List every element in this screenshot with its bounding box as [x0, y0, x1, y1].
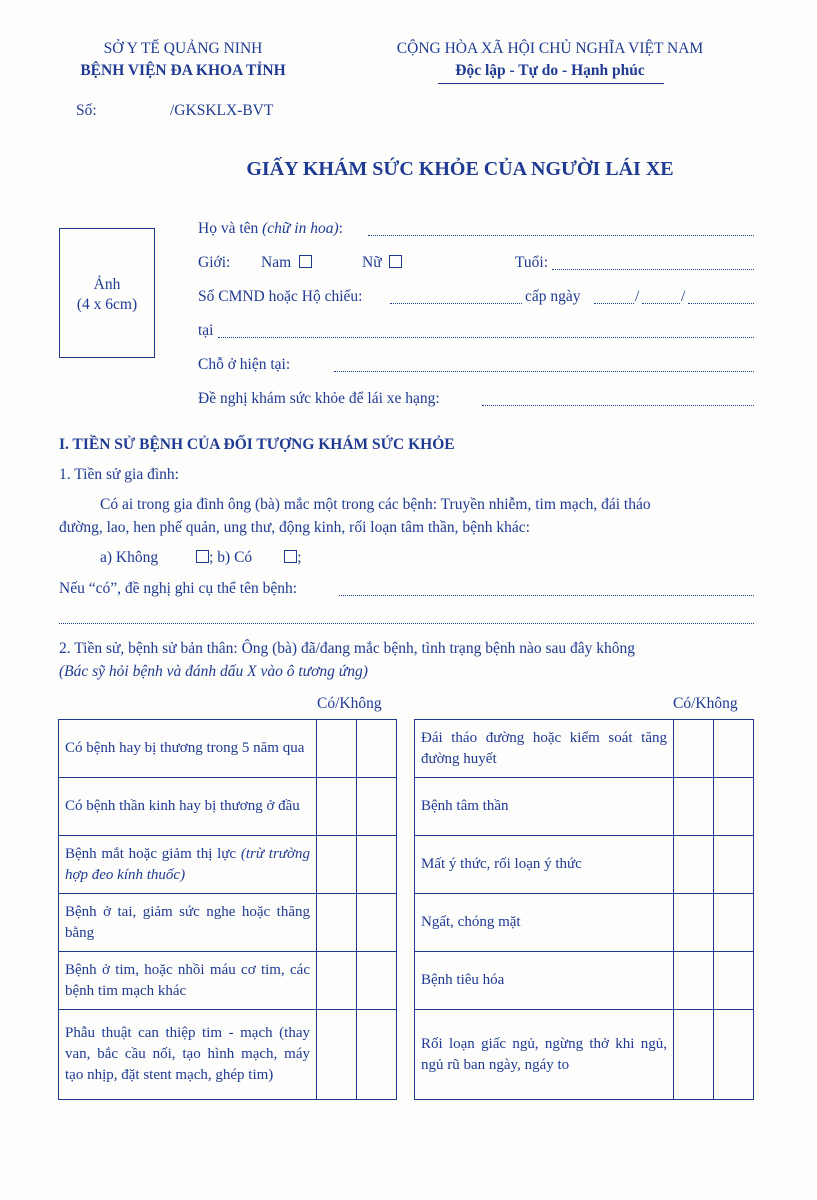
photo-size: (4 x 6cm) — [76, 296, 138, 313]
left-yes-cell[interactable] — [317, 720, 357, 778]
table-row — [59, 836, 397, 894]
family-history-options: a) Không ; b) Có ; — [100, 549, 302, 566]
gender-female-option[interactable]: Nữ — [362, 254, 402, 272]
right-no-cell[interactable] — [714, 778, 754, 836]
date-slash-2: / — [681, 288, 686, 305]
left-condition-label: Bệnh ở tai, giảm sức nghe hoặc thăng bằng — [59, 894, 317, 952]
issued-month-line[interactable] — [642, 303, 680, 304]
left-condition-label: Bệnh mắt hoặc giảm thị lực (trừ trường hợp đeo kính thuốc) — [59, 836, 317, 894]
table-row — [415, 720, 754, 778]
date-slash-1: / — [635, 288, 640, 305]
right-condition-label: Đái tháo đường hoặc kiểm soát tăng đường huyết — [415, 720, 674, 778]
male-checkbox[interactable] — [299, 255, 312, 268]
name-field-line[interactable] — [368, 235, 754, 236]
right-no-cell[interactable] — [714, 894, 754, 952]
personal-history-heading: 2. Tiền sử, bệnh sử bản thân: Ông (bà) đã/đang mắc bệnh, tình trạng bệnh nào sau đây không — [59, 640, 635, 657]
license-class-line[interactable] — [482, 405, 754, 406]
personal-history-note: (Bác sỹ hỏi bệnh và đánh dấu X vào ô tương ứng) — [59, 663, 368, 680]
left-yes-cell[interactable] — [317, 778, 357, 836]
right-no-cell[interactable] — [714, 720, 754, 778]
family-history-text-1: Có ai trong gia đình ông (bà) mắc một trong các bệnh: Truyền nhiễm, tim mạch, đái tháo — [100, 496, 651, 513]
table-row — [415, 952, 754, 1010]
right-yes-cell[interactable] — [674, 1010, 714, 1100]
family-history-text-2: đường, lao, hen phế quản, ung thư, động kinh, rối loạn tâm thần, bệnh khác: — [59, 519, 530, 536]
republic-name: CỘNG HÒA XÃ HỘI CHỦ NGHĨA VIỆT NAM — [396, 40, 704, 57]
left-no-cell[interactable] — [357, 952, 397, 1010]
right-yes-cell[interactable] — [674, 778, 714, 836]
right-condition-label: Rối loạn giấc ngủ, ngừng thở khi ngủ, ngủ rũ ban ngày, ngáy to — [415, 1010, 674, 1100]
right-condition-label: Ngất, chóng mặt — [415, 894, 674, 952]
left-yes-cell[interactable] — [317, 952, 357, 1010]
table-row — [415, 836, 754, 894]
right-condition-label: Bệnh tiêu hóa — [415, 952, 674, 1010]
age-field-line[interactable] — [552, 269, 754, 270]
left-yes-no-header: Có/Không — [317, 695, 382, 712]
document-number-code: /GKSKLX-BVT — [170, 102, 274, 119]
table-row — [59, 720, 397, 778]
issued-date-label: cấp ngày — [525, 288, 581, 305]
family-no-checkbox[interactable] — [196, 550, 209, 563]
page-title: GIẤY KHÁM SỨC KHỎE CỦA NGƯỜI LÁI XE — [246, 158, 674, 180]
hospital-name: BỆNH VIỆN ĐA KHOA TỈNH — [80, 62, 286, 79]
document-number-label: Số: — [76, 102, 97, 119]
family-yes-checkbox[interactable] — [284, 550, 297, 563]
right-yes-cell[interactable] — [674, 952, 714, 1010]
residence-label: Chỗ ở hiện tại: — [198, 356, 291, 373]
left-yes-cell[interactable] — [317, 1010, 357, 1100]
left-condition-label: Có bệnh hay bị thương trong 5 năm qua — [59, 720, 317, 778]
right-no-cell[interactable] — [714, 1010, 754, 1100]
license-class-label: Đề nghị khám sức khỏe để lái xe hạng: — [198, 390, 440, 407]
department-name: SỞ Y TẾ QUẢNG NINH — [103, 40, 263, 57]
right-no-cell[interactable] — [714, 952, 754, 1010]
left-condition-label: Có bệnh thần kinh hay bị thương ở đầu — [59, 778, 317, 836]
right-yes-cell[interactable] — [674, 720, 714, 778]
photo-box — [59, 228, 155, 358]
female-checkbox[interactable] — [389, 255, 402, 268]
right-no-cell[interactable] — [714, 836, 754, 894]
left-no-cell[interactable] — [357, 778, 397, 836]
table-row — [415, 894, 754, 952]
table-row — [59, 778, 397, 836]
table-row — [59, 952, 397, 1010]
right-yes-cell[interactable] — [674, 894, 714, 952]
left-condition-label: Bệnh ở tim, hoặc nhồi máu cơ tim, các bệnh tim mạch khác — [59, 952, 317, 1010]
age-label: Tuổi: — [515, 254, 549, 271]
residence-line[interactable] — [334, 371, 754, 372]
table-row — [415, 1010, 754, 1100]
right-yes-no-header: Có/Không — [673, 695, 738, 712]
gender-male-option[interactable]: Nam — [261, 254, 312, 272]
table-row — [59, 894, 397, 952]
left-yes-cell[interactable] — [317, 836, 357, 894]
left-no-cell[interactable] — [357, 720, 397, 778]
motto-underline — [438, 83, 664, 84]
disease-name-line-1[interactable] — [339, 595, 754, 596]
right-condition-label: Bệnh tâm thần — [415, 778, 674, 836]
left-yes-cell[interactable] — [317, 894, 357, 952]
left-no-cell[interactable] — [357, 836, 397, 894]
id-number-line[interactable] — [390, 303, 522, 304]
issued-day-line[interactable] — [594, 303, 634, 304]
photo-label: Ảnh — [93, 276, 121, 293]
issued-place-line[interactable] — [218, 337, 754, 338]
left-no-cell[interactable] — [357, 1010, 397, 1100]
section-1-heading: I. TIỀN SỬ BỆNH CỦA ĐỐI TƯỢNG KHÁM SỨC KHỎE — [59, 436, 455, 453]
right-condition-label: Mất ý thức, rối loạn ý thức — [415, 836, 674, 894]
national-motto: Độc lập - Tự do - Hạnh phúc — [455, 62, 645, 79]
family-history-heading: 1. Tiền sử gia đình: — [59, 466, 179, 483]
left-condition-label: Phẫu thuật can thiệp tim - mạch (thay van, bắc cầu nối, tạo hình mạch, máy tạo nhịp, đặt stent mạch, ghép tim) — [59, 1010, 317, 1100]
issued-place-label: tại — [198, 322, 214, 339]
header-right — [360, 38, 740, 82]
table-row — [415, 778, 754, 836]
table-row — [59, 1010, 397, 1100]
gender-label: Giới: — [198, 254, 231, 271]
name-field-label: Họ và tên (chữ in hoa): — [198, 220, 343, 237]
left-no-cell[interactable] — [357, 894, 397, 952]
id-number-label: Số CMND hoặc Hộ chiếu: — [198, 288, 363, 305]
right-yes-cell[interactable] — [674, 836, 714, 894]
if-yes-label: Nếu “có”, đề nghị ghi cụ thể tên bệnh: — [59, 580, 298, 597]
header-left — [40, 38, 326, 82]
left-history-table — [58, 719, 397, 1100]
issued-year-line[interactable] — [688, 303, 754, 304]
right-history-table — [414, 719, 754, 1100]
disease-name-line-2[interactable] — [59, 623, 754, 624]
